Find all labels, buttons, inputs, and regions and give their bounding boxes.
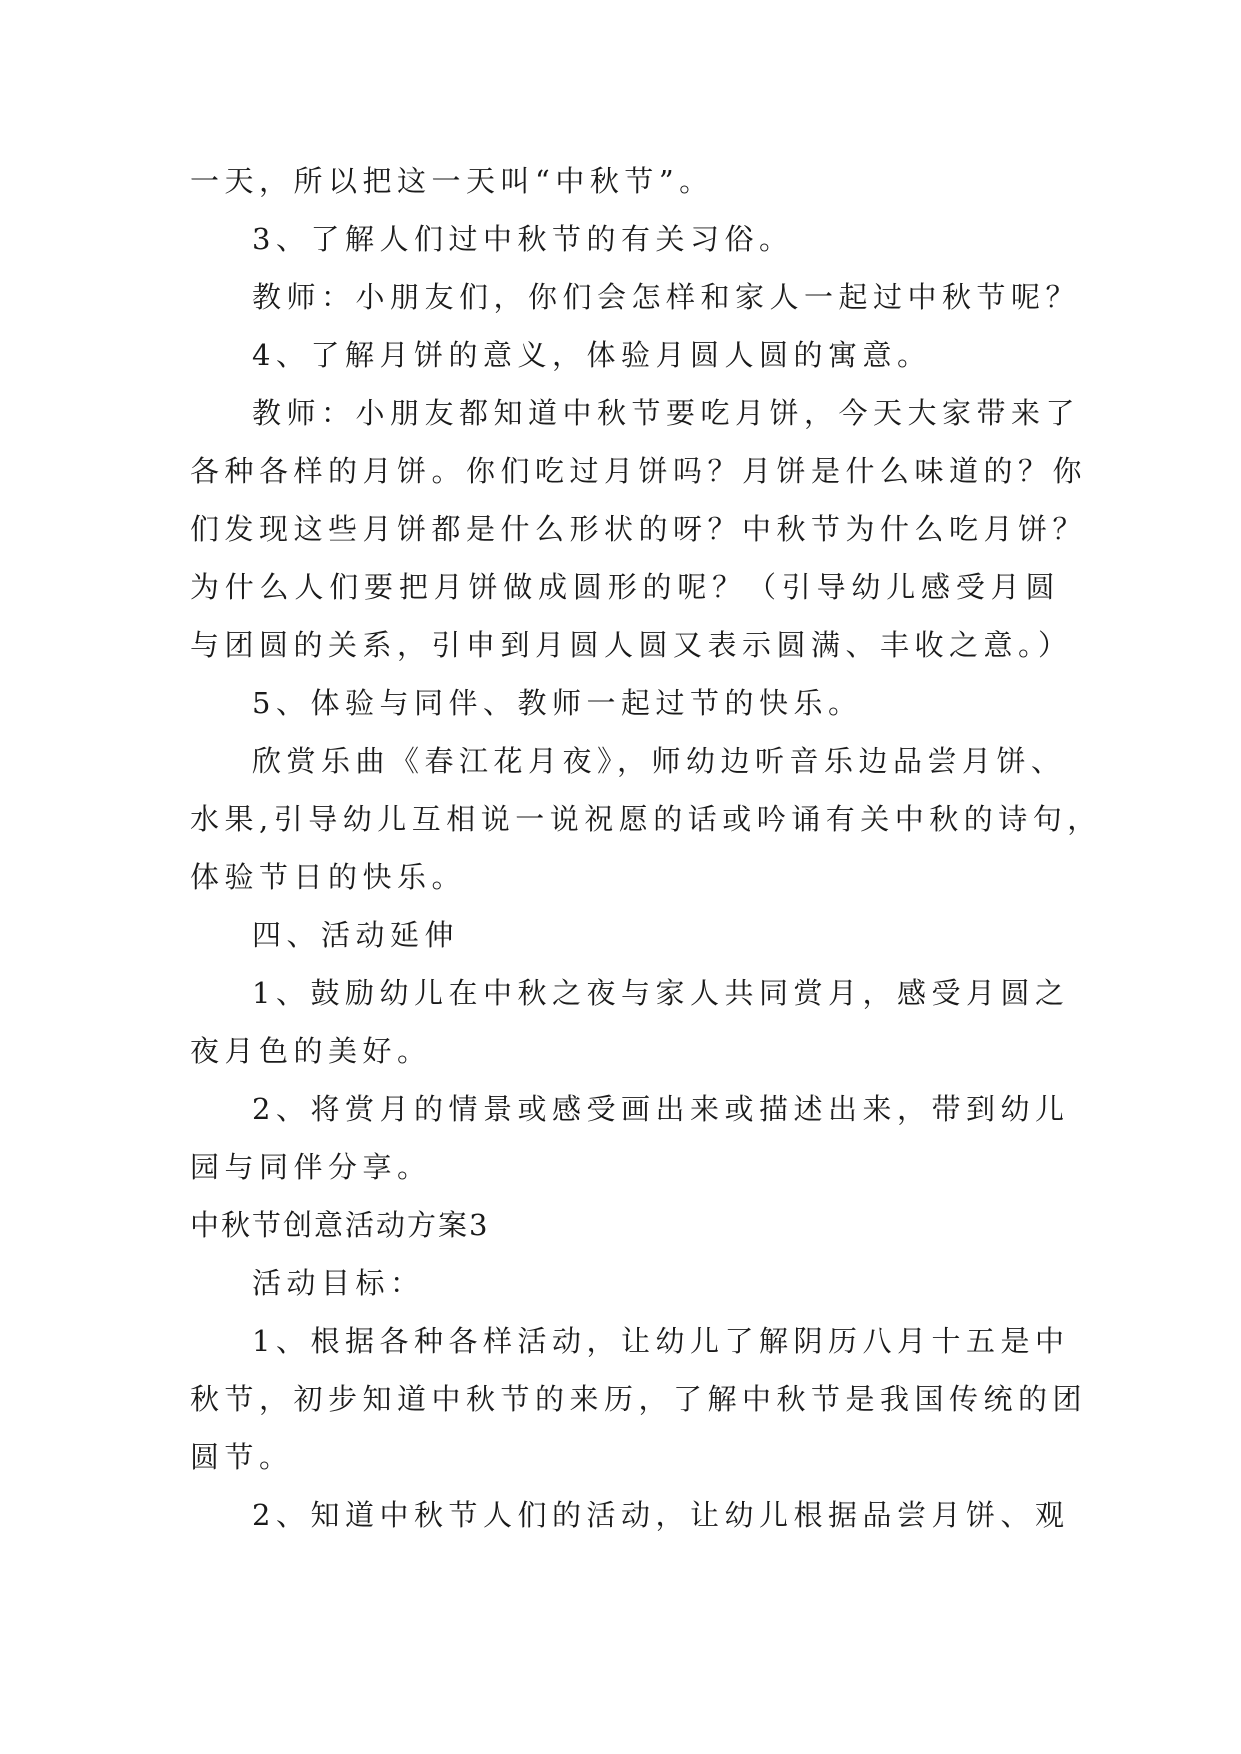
paragraph-line: 各种各样的月饼。你们吃过月饼吗？月饼是什么味道的？你 [190, 454, 1088, 488]
section-heading: 活动目标： [252, 1266, 425, 1300]
paragraph-line: 2、将赏月的情景或感受画出来或描述出来，带到幼儿 [252, 1092, 1070, 1126]
paragraph-line: 2、知道中秋节人们的活动，让幼儿根据品尝月饼、观 [252, 1498, 1070, 1532]
paragraph-line: 4、了解月饼的意义，体验月圆人圆的寓意。 [252, 338, 932, 372]
document-body [190, 152, 1102, 1544]
section-heading: 四、活动延伸 [252, 918, 460, 952]
paragraph-line: 5、体验与同伴、教师一起过节的快乐。 [252, 686, 863, 720]
paragraph-line: 秋节，初步知道中秋节的来历，了解中秋节是我国传统的团 [190, 1382, 1088, 1416]
paragraph-line: 为什么人们要把月饼做成圆形的呢？（引导幼儿感受月圆 [190, 570, 1060, 604]
document-title: 中秋节创意活动方案3 [190, 1208, 490, 1242]
paragraph-line: 教师：小朋友都知道中秋节要吃月饼，今天大家带来了 [252, 396, 1081, 430]
paragraph-line: 1、根据各种各样活动，让幼儿了解阴历八月十五是中 [252, 1324, 1070, 1358]
paragraph-line: 们发现这些月饼都是什么形状的呀？中秋节为什么吃月饼？ [190, 512, 1088, 546]
paragraph-line: 教师：小朋友们，你们会怎样和家人一起过中秋节呢？ [252, 280, 1081, 314]
paragraph-line: 1、鼓励幼儿在中秋之夜与家人共同赏月，感受月圆之 [252, 976, 1070, 1010]
paragraph-line: 夜月色的美好。 [190, 1034, 432, 1068]
paragraph-line: 与团圆的关系，引申到月圆人圆又表示圆满、丰收之意。） [190, 628, 1073, 662]
paragraph-line: 一天，所以把这一天叫“中秋节”。 [190, 164, 714, 198]
paragraph-line: 体验节日的快乐。 [190, 860, 467, 894]
paragraph-line: 3、了解人们过中秋节的有关习俗。 [252, 222, 794, 256]
paragraph-line: 水果,引导幼儿互相说一说祝愿的话或吟诵有关中秋的诗句， [190, 802, 1102, 836]
paragraph-line: 园与同伴分享。 [190, 1150, 432, 1184]
paragraph-line: 欣赏乐曲《春江花月夜》，师幼边听音乐边品尝月饼、 [252, 744, 1066, 778]
paragraph-line: 圆节。 [190, 1440, 294, 1474]
